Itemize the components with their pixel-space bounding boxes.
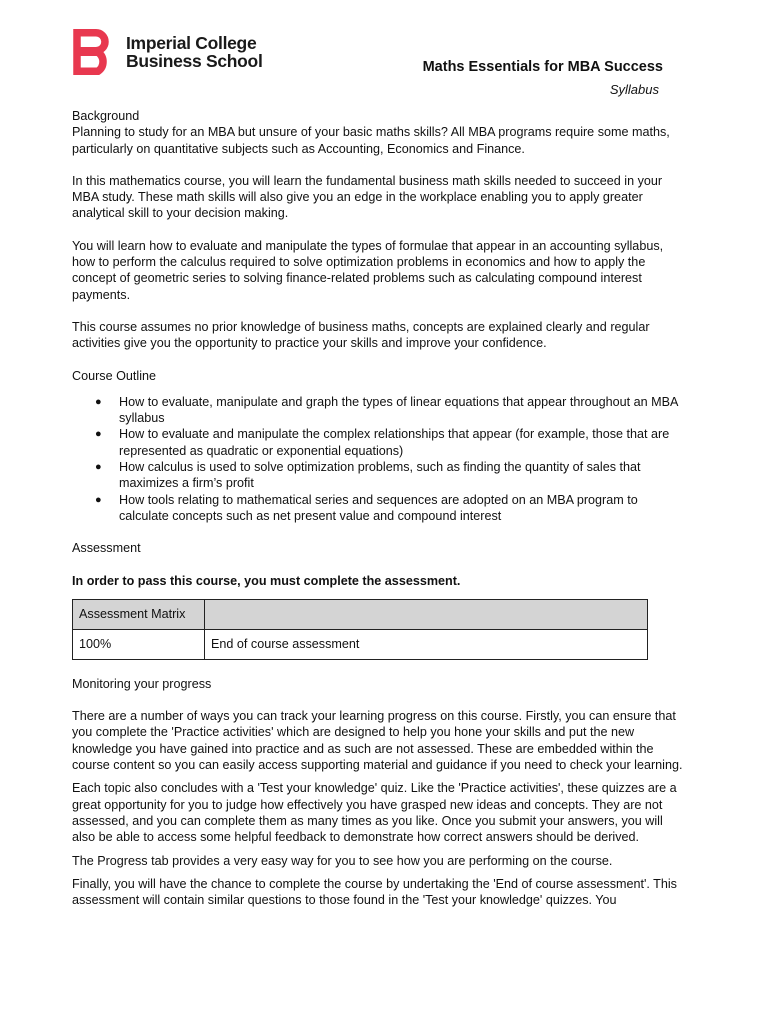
list-item — [72, 459, 688, 492]
monitoring-paragraph: There are a number of ways you can track your learning progress on this course. Firstly, you can ensure that you complete the 'Practice activities' which are designed to help you hone your skills and put the new knowledge you have gained into practice and as such are not assessed. These are embedded within the course content so you can easily access supporting material and guidance if you need to check your learning. — [72, 709, 683, 773]
list-item — [72, 492, 688, 525]
table-cell: End of course assessment — [205, 629, 648, 659]
logo-b-mark-icon — [72, 28, 118, 76]
assessment-heading: Assessment — [72, 541, 141, 556]
table-cell: 100% — [73, 629, 205, 659]
document-subtitle: Syllabus — [609, 82, 659, 97]
table-header-row — [73, 599, 648, 629]
logo-line-2: Business School — [126, 51, 263, 71]
list-item-text: How tools relating to mathematical series and sequences are adopted on an MBA program to calculate concepts such as net present value and compound interest — [119, 492, 638, 523]
imperial-logo — [72, 26, 263, 78]
logo-wordmark — [126, 34, 263, 70]
background-paragraph: Planning to study for an MBA but unsure of your basic maths skills? All MBA programs require some maths, particularly on quantitative subjects such as Accounting, Economics and Finance. — [72, 125, 670, 156]
list-item-text: How calculus is used to solve optimization problems, such as finding the quantity of sales that maximizes a firm’s profit — [119, 460, 641, 491]
background-paragraph: This course assumes no prior knowledge of business maths, concepts are explained clearly and regular activities give you the opportunity to practice your skills and improve your confidence. — [72, 319, 650, 351]
table-header-cell — [205, 599, 648, 629]
bullet-icon: ● — [95, 395, 102, 408]
table-row — [73, 629, 648, 659]
monitoring-paragraph: Each topic also concludes with a 'Test your knowledge' quiz. Like the 'Practice activities', these quizzes are a great opportunity for you to judge how effectively you have grasped new ideas and concepts. They are not assessed, and you can complete them as many times as you like. Once you submit your answers, you will also be able to access some helpful feedback to demonstrate how correct answers should be derived. — [72, 781, 677, 845]
list-item — [72, 426, 688, 459]
bullet-icon: ● — [95, 428, 102, 441]
background-paragraph: You will learn how to evaluate and manipulate the types of formulae that appear in an accounting syllabus, how to perform the calculus required to solve optimization problems in economics and how to apply the concept of geometric series to solving finance-related problems such as calculating compound interest payments. — [72, 238, 664, 302]
document-body — [72, 108, 688, 908]
list-item-text: How to evaluate, manipulate and graph the types of linear equations that appear throughout an MBA syllabus — [119, 394, 678, 426]
monitoring-paragraph: The Progress tab provides a very easy way for you to see how you are performing on the course. — [72, 853, 613, 868]
monitoring-heading: Monitoring your progress — [72, 676, 212, 691]
table-header-cell: Assessment Matrix — [73, 599, 205, 629]
list-item-text: How to evaluate and manipulate the complex relationships that appear (for example, those that are represented as quadratic or exponential equations) — [119, 427, 670, 458]
document-title: Maths Essentials for MBA Success — [422, 59, 663, 75]
assessment-matrix-table — [72, 599, 648, 660]
monitoring-paragraph: Finally, you will have the chance to complete the course by undertaking the 'End of course assessment'. This assessment will contain similar questions to those found in the 'Test your knowledge' quizzes. You — [72, 876, 677, 908]
logo-line-1: Imperial College — [126, 33, 257, 53]
bullet-icon: ● — [95, 461, 102, 474]
background-heading: Background — [72, 109, 140, 123]
list-item — [72, 394, 688, 427]
assessment-note: In order to pass this course, you must complete the assessment. — [72, 573, 461, 588]
background-paragraph: In this mathematics course, you will learn the fundamental business math skills needed to succeed in your MBA study. These math skills will also give you an edge in the workplace enabling you to apply greater analytical skill to your decision making. — [72, 173, 663, 221]
bullet-icon: ● — [95, 493, 102, 506]
course-outline-heading: Course Outline — [72, 368, 156, 383]
course-outline-list — [72, 394, 688, 524]
